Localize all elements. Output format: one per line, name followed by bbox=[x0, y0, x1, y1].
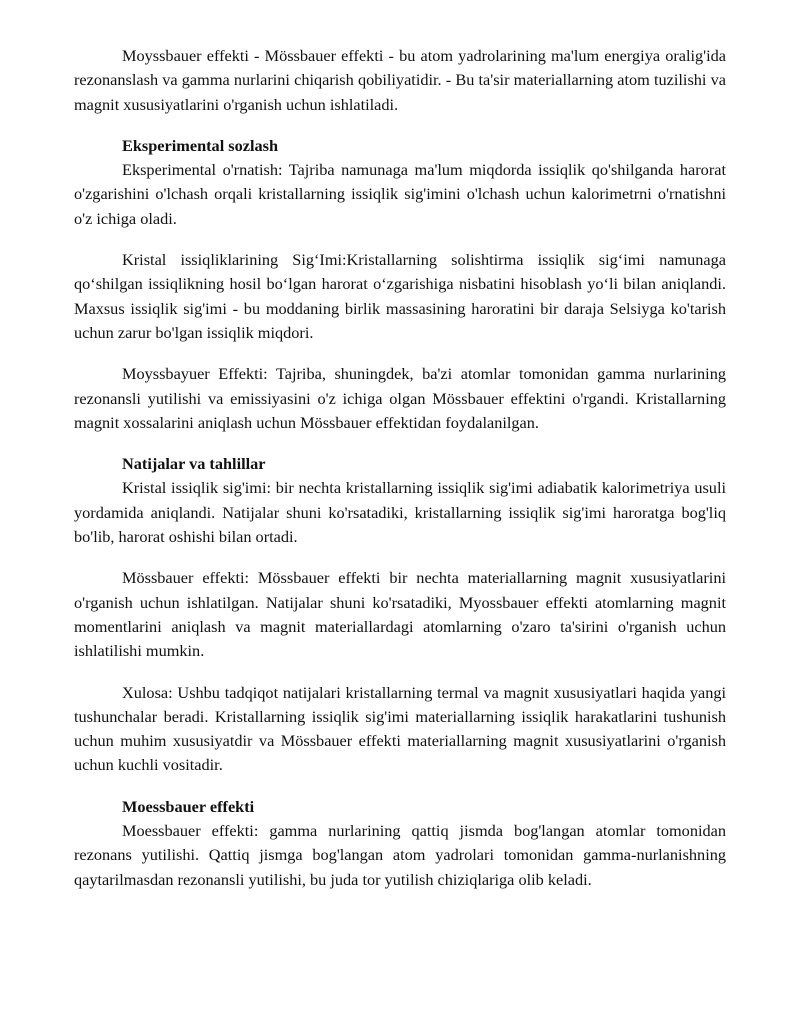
mossbauer-results-paragraph: Mössbauer effekti: Mössbauer effekti bir nechta materiallarning magnit xususiyatlarini o'rganish uchun ishlatilgan. Natijalar shuni ko'rsatadiki, Myossbauer effekti atomlarning magnit momentlarini aniqlash va magnit materiallardagi atomlarning o'zaro ta'sirini o'rganish uchun ishlatilishi mumkin. bbox=[74, 568, 726, 661]
heat-capacity-paragraph: Kristal issiqliklarining Sig‘Imi:Kristallarning solishtirma issiqlik sig‘imi namunaga qo‘shilgan issiqlikning hosil bo‘lgan harorat o‘zgarishiga nisbatini hisoblash yo‘li bilan aniqlandi. Maxsus issiqlik sig'imi - bu moddaning birlik massasining haroratini bir daraja Selsiyga ko'tarish uchun zarur bo'lgan issiqlik miqdori. bbox=[74, 250, 726, 342]
spacer bbox=[74, 549, 726, 566]
spacer bbox=[74, 345, 726, 362]
mossbauer-experiment-paragraph: Moyssbayuer Effekti: Tajriba, shuningdek, ba'zi atomlar tomonidan gamma nurlarining rezonansli yutilishi va emissiyasini o'z ichiga olgan Mössbauer effektini o'rgandi. Kristallarning magnit xossalarini aniqlash uchun Mössbauer effektidan foydalanilgan. bbox=[74, 364, 726, 432]
intro-paragraph: Moyssbauer effekti - Mössbauer effekti - bu atom yadrolarining ma'lum energiya oralig'ida rezonanslash va gamma nurlarini chiqarish qobiliyatidir. - Bu ta'sir materiallarning atom tuzilishi va magnit xususiyatlarini o'rganish uchun ishlatiladi. bbox=[74, 46, 726, 114]
spacer bbox=[74, 435, 726, 452]
spacer bbox=[74, 778, 726, 795]
spacer bbox=[74, 664, 726, 681]
spacer bbox=[74, 117, 726, 134]
moessbauer-definition-paragraph: Moessbauer effekti: gamma nurlarining qattiq jismda bog'langan atomlar tomonidan rezonans yutilishi. Qattiq jismga bog'langan atom yadrolari tomonidan gamma-nurlanishning qaytarilmasdan rezonansli yutilishi, bu juda tor yutilish chiziqlariga olib keladi. bbox=[74, 821, 726, 889]
section-heading-results: Natijalar va tahlillar bbox=[122, 454, 266, 474]
section-heading-moessbauer-effect: Moessbauer effekti bbox=[122, 796, 255, 816]
experimental-setup-paragraph: Eksperimental o'rnatish: Tajriba namunaga ma'lum miqdorda issiqlik qo'shilganda harorat o'zgarishini o'lchash orqali kristallarning issiqlik sig'imini o'lchash uchun kalorimetrni o'rnatishni o'z ichiga oladi. bbox=[74, 160, 726, 228]
conclusion-paragraph: Xulosa: Ushbu tadqiqot natijalari kristallarning termal va magnit xususiyatlari haqida yangi tushunchalar beradi. Kristallarning issiqlik sig'imi materiallarning issiqlik harakatlarini tushunish uchun muhim xususiyatdir va Mössbauer effekti materiallarning magnit xususiyatlarini o'rganish uchun kuchli vositadir. bbox=[74, 682, 726, 775]
spacer bbox=[74, 231, 726, 248]
section-heading-experimental-setup: Eksperimental sozlash bbox=[122, 135, 279, 155]
crystal-heat-capacity-results-paragraph: Kristal issiqlik sig'imi: bir nechta kristallarning issiqlik sig'imi adiabatik kalorimetriya usuli yordamida aniqlandi. Natijalar shuni ko'rsatadiki, kristallarning issiqlik sig'imi haroratga bog'liq bo'lib, harorat oshishi bilan ortadi. bbox=[74, 478, 726, 547]
